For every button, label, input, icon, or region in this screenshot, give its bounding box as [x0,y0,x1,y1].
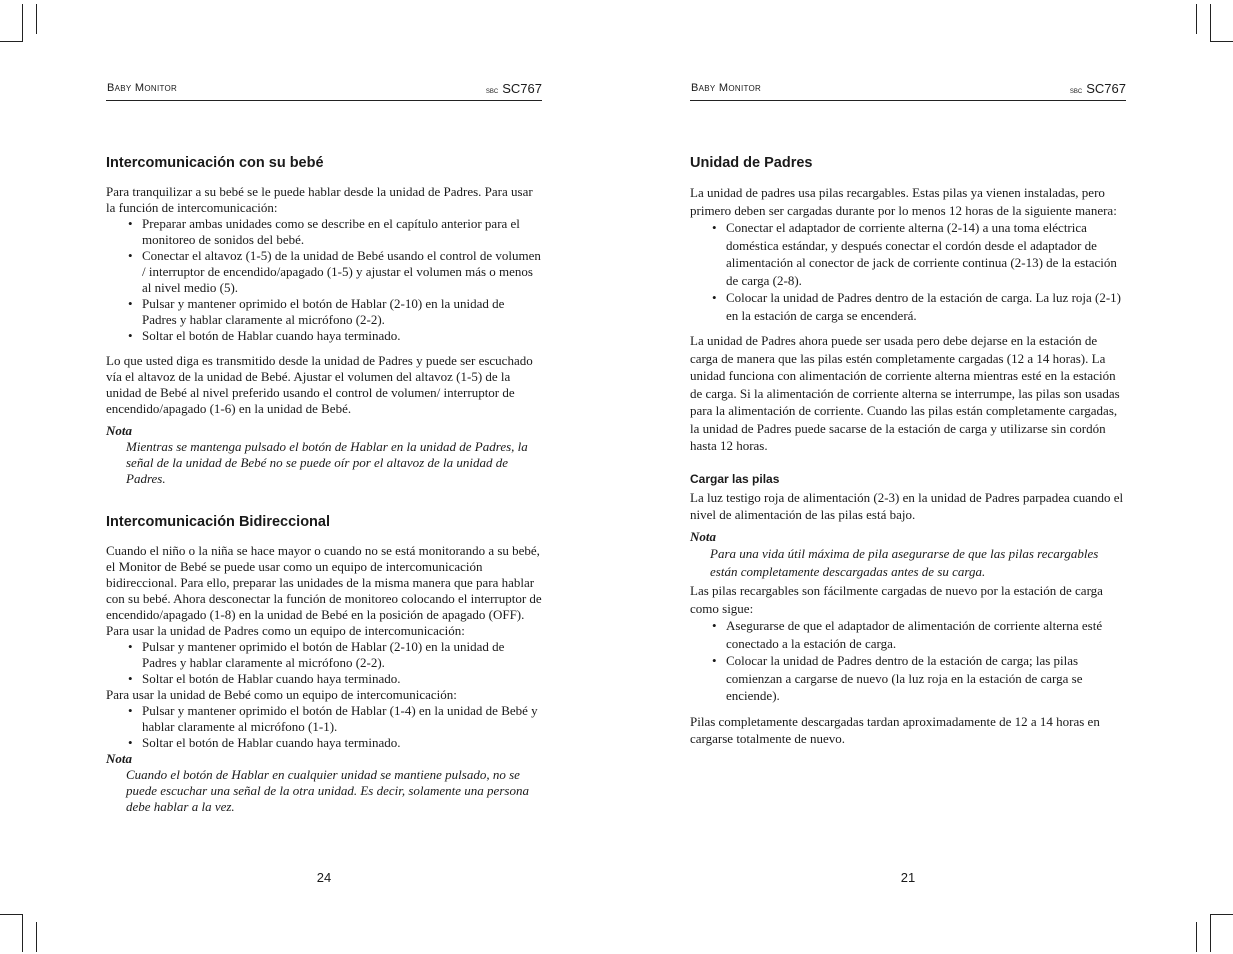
subsection-title: Cargar las pilas [690,471,780,486]
list-item: • Conectar el altavoz (1-5) de la unidad de Bebé usando el control de volumen / interruptor de encendido/apagado (1-5) y ajustar el volumen más o menos al nivel medio (5). [106,248,542,296]
crop-mark [0,914,22,915]
list-item: • Colocar la unidad de Padres dentro de la estación de carga. La luz roja (2-1) en la estación de carga se encenderá. [690,289,1126,324]
crop-mark [22,4,23,42]
right-content [690,154,1126,748]
note-text: Mientras se mantenga pulsado el botón de Hablar en la unidad de Padres, la señal de la unidad de Bebé no se puede oír por el altavoz de la unidad de Padres. [126,439,528,486]
list-item: • Preparar ambas unidades como se describe en el capítulo anterior para el monitoreo de sonidos del bebé. [106,216,542,248]
crop-mark [36,922,37,952]
header-model-number: SC767 [1086,81,1126,96]
bullet-list [690,219,1126,324]
crop-mark [1196,922,1197,952]
crop-mark [36,4,37,34]
note-label: Nota [106,423,132,438]
paragraph: Para usar la unidad de Bebé como un equipo de intercomunicación: [106,687,457,702]
header-title: Baby Monitor [107,82,178,94]
section-title: Unidad de Padres [690,155,813,171]
note-text: Para una vida útil máxima de pila asegurarse de que las pilas recargables están completamente descargadas antes de su carga. [710,546,1099,579]
paragraph: Cuando el niño o la niña se hace mayor o cuando no se está monitorando a su bebé, el Monitor de Bebé se puede usar como un equipo de intercomunicación bidireccional. Para ello, preparar las unidades de la misma manera que para hablar con su bebé. Ahora desconectar la función de monitoreo colocando el interruptor de encendido/apagado (1-8) en la unidad de Bebé en la posición de apagado (OFF). [106,543,542,622]
bullet-list [106,216,542,344]
paragraph: Para usar la unidad de Padres como un equipo de intercomunicación: [106,623,465,638]
list-item: • Colocar la unidad de Padres dentro de la estación de carga; las pilas comienzan a cargarse de nuevo (la luz roja en la estación de carga se enciende). [690,652,1126,705]
crop-mark [22,914,23,952]
crop-mark [0,41,22,42]
paragraph: La luz testigo roja de alimentación (2-3) en la unidad de Padres parpadea cuando el nivel de alimentación de las pilas está bajo. [690,489,1124,522]
note-text: Cuando el botón de Hablar en cualquier unidad se mantiene pulsado, no se puede escuchar una señal de la otra unidad. Es decir, solamente una persona debe hablar a la vez. [126,767,529,814]
header-brand: sbc [1069,85,1083,95]
header-brand: sbc [485,85,499,95]
page-number: 24 [316,870,332,885]
header-model [486,81,542,96]
right-page [690,80,1126,885]
header-title: Baby Monitor [691,82,762,94]
crop-mark [1210,914,1233,915]
crop-mark [1210,4,1211,42]
list-item: • Conectar el adaptador de corriente alterna (2-14) a una toma eléctrica doméstica estándar, y después conectar el cordón desde el adaptador de alimentación al conector de jack de corriente continua (2-13) de la estación de carga (2-8). [690,219,1126,289]
section-title: Intercomunicación con su bebé [106,155,324,171]
list-item: • Soltar el botón de Hablar cuando haya terminado. [106,735,542,751]
paragraph: La unidad de padres usa pilas recargables. Estas pilas ya vienen instaladas, pero primero deben ser cargadas durante por lo menos 12 horas de la siguiente manera: [690,185,1117,218]
paragraph: La unidad de Padres ahora puede ser usada pero debe dejarse en la estación de carga de manera que las pilas estén completamente cargadas (12 a 14 horas). La unidad funciona con alimentación de corriente alterna mientras esté en la estación de carga. Si la alimentación de corriente alterna se interrumpe, las pilas son usadas para la alimentación de corriente. Cuando las pilas están completamente cargadas, la unidad de Padres puede sacarse de la estación de carga y utilizarse sin cordón hasta 12 horas. [690,333,1120,453]
bullet-list [690,617,1126,705]
list-item: • Asegurarse de que el adaptador de alimentación de corriente alterna esté conectado a la estación de carga. [690,617,1126,652]
note-label: Nota [106,751,132,766]
paragraph: Para tranquilizar a su bebé se le puede hablar desde la unidad de Padres. Para usar la función de intercomunicación: [106,184,533,215]
crop-mark [1196,4,1197,34]
paragraph: Pilas completamente descargadas tardan aproximadamente de 12 a 14 horas en cargarse totalmente de nuevo. [690,713,1100,746]
bullet-list [106,639,542,687]
header-model-number: SC767 [502,81,542,96]
running-header [690,80,1126,101]
crop-mark [1210,41,1233,42]
left-page [106,80,542,885]
list-item: • Pulsar y mantener oprimido el botón de Hablar (2-10) en la unidad de Padres y hablar claramente al micrófono (2-2). [106,639,542,671]
list-item: • Soltar el botón de Hablar cuando haya terminado. [106,671,542,687]
bullet-list [106,703,542,751]
paragraph: Lo que usted diga es transmitido desde la unidad de Padres y puede ser escuchado vía el altavoz de la unidad de Bebé. Ajustar el volumen del altavoz (1-5) de la unidad de Bebé al nivel preferido usando el control de volumen/ interruptor de encendido/apagado (1-6) en la unidad de Bebé. [106,353,533,416]
crop-mark [1210,914,1211,952]
header-model [1070,81,1126,96]
list-item: • Pulsar y mantener oprimido el botón de Hablar (1-4) en la unidad de Bebé y hablar claramente al micrófono (1-1). [106,703,542,735]
section-title: Intercomunicación Bidireccional [106,514,330,530]
list-item: • Soltar el botón de Hablar cuando haya terminado. [106,328,542,344]
paragraph: Las pilas recargables son fácilmente cargadas de nuevo por la estación de carga como sigue: [690,583,1103,616]
running-header [106,80,542,101]
note-label: Nota [690,528,716,544]
list-item: • Pulsar y mantener oprimido el botón de Hablar (2-10) en la unidad de Padres y hablar claramente al micrófono (2-2). [106,296,542,328]
page-number: 21 [900,870,916,885]
left-content [106,154,542,815]
